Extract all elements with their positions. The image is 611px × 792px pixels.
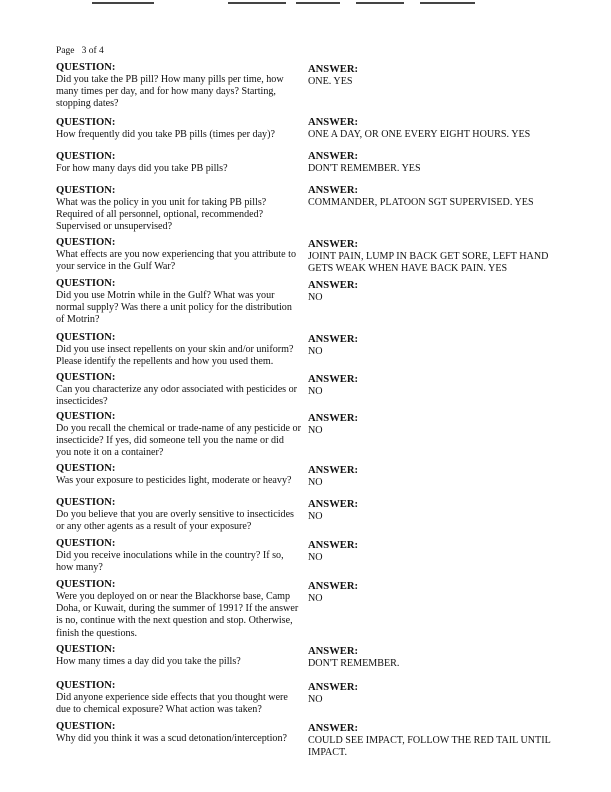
answer-label: ANSWER: xyxy=(308,646,359,657)
answer-label: ANSWER: xyxy=(308,723,359,734)
answer-block xyxy=(308,185,568,209)
answer-text: NO xyxy=(308,511,323,522)
answer-block xyxy=(308,239,568,275)
question-block xyxy=(56,463,301,487)
question-block xyxy=(56,332,301,368)
answer-label: ANSWER: xyxy=(308,64,359,75)
answer-block xyxy=(308,499,568,523)
question-text: Did you use Motrin while in the Gulf? What was your normal supply? Was there a unit policy for the distribution of Motrin? xyxy=(56,290,292,326)
page-count: 3 of 4 xyxy=(81,46,104,56)
question-block xyxy=(56,644,301,668)
answer-block xyxy=(308,540,568,564)
answer-text: DON'T REMEMBER. YES xyxy=(308,163,421,174)
answer-text: NO xyxy=(308,386,323,397)
answer-block xyxy=(308,413,568,437)
question-label: QUESTION: xyxy=(56,579,116,590)
question-label: QUESTION: xyxy=(56,538,116,549)
answer-text: ONE A DAY, OR ONE EVERY EIGHT HOURS. YES xyxy=(308,129,531,140)
question-text: What effects are you now experiencing that you attribute to your service in the Gulf War? xyxy=(56,249,297,273)
question-label: QUESTION: xyxy=(56,411,116,422)
answer-text: NO xyxy=(308,346,323,357)
answer-label: ANSWER: xyxy=(308,581,359,592)
question-block xyxy=(56,278,301,327)
question-label: QUESTION: xyxy=(56,721,116,732)
answer-block xyxy=(308,151,568,175)
question-label: QUESTION: xyxy=(56,62,116,73)
answer-block xyxy=(308,334,568,358)
answer-text: NO xyxy=(308,425,323,436)
answer-label: ANSWER: xyxy=(308,185,359,196)
answer-label: ANSWER: xyxy=(308,117,359,128)
question-block xyxy=(56,721,301,745)
question-label: QUESTION: xyxy=(56,463,116,474)
question-label: QUESTION: xyxy=(56,151,116,162)
question-text: How frequently did you take PB pills (times per day)? xyxy=(56,129,275,140)
question-text: Do you recall the chemical or trade-name of any pesticide or insecticide? If yes, did someone tell you the name or did you note it on a container? xyxy=(56,423,301,459)
question-label: QUESTION: xyxy=(56,644,116,655)
scan-artifact xyxy=(296,2,340,4)
question-block xyxy=(56,185,301,234)
question-label: QUESTION: xyxy=(56,372,116,383)
question-text: Why did you think it was a scud detonation/interception? xyxy=(56,733,287,744)
question-label: QUESTION: xyxy=(56,185,116,196)
question-block xyxy=(56,117,301,141)
question-block xyxy=(56,497,301,533)
scan-artifact xyxy=(228,2,286,4)
question-label: QUESTION: xyxy=(56,497,116,508)
question-text: Can you characterize any odor associated with pesticides or insecticides? xyxy=(56,384,298,408)
question-text: Do you believe that you are overly sensitive to insecticides or any other agents as a result of your exposure? xyxy=(56,509,294,533)
question-label: QUESTION: xyxy=(56,117,116,128)
answer-label: ANSWER: xyxy=(308,151,359,162)
question-text: Were you deployed on or near the Blackhorse base, Camp Doha, or Kuwait, during the summer of 1991? If the answer is no, continue with the next question and stop. Otherwise, finish the questions. xyxy=(56,591,299,639)
answer-text: COULD SEE IMPACT, FOLLOW THE RED TAIL UNTIL IMPACT. xyxy=(308,735,551,759)
answer-label: ANSWER: xyxy=(308,499,359,510)
question-block xyxy=(56,411,301,460)
question-block xyxy=(56,237,301,273)
scan-artifact xyxy=(92,2,154,4)
answer-label: ANSWER: xyxy=(308,334,359,345)
question-label: QUESTION: xyxy=(56,278,116,289)
question-block xyxy=(56,579,301,640)
question-label: QUESTION: xyxy=(56,680,116,691)
answer-block xyxy=(308,280,568,304)
answer-text: NO xyxy=(308,552,323,563)
question-block xyxy=(56,538,301,574)
question-block xyxy=(56,151,301,175)
answer-text: NO xyxy=(308,477,323,488)
scan-artifact xyxy=(356,2,404,4)
question-text: For how many days did you take PB pills? xyxy=(56,163,228,174)
question-text: Did you receive inoculations while in the country? If so, how many? xyxy=(56,550,284,574)
question-label: QUESTION: xyxy=(56,237,116,248)
question-text: How many times a day did you take the pills? xyxy=(56,656,241,667)
answer-block xyxy=(308,374,568,398)
question-block xyxy=(56,680,301,716)
page-number xyxy=(56,46,104,56)
answer-block xyxy=(308,465,568,489)
question-text: What was the policy in you unit for taking PB pills? Required of all personnel, optional, recommended? Supervised or unsupervised? xyxy=(56,197,267,233)
answer-text: ONE. YES xyxy=(308,76,353,87)
answer-text: JOINT PAIN, LUMP IN BACK GET SORE, LEFT HAND GETS WEAK WHEN HAVE BACK PAIN. YES xyxy=(308,251,549,275)
scan-artifact xyxy=(420,2,475,4)
answer-block xyxy=(308,117,568,141)
question-block xyxy=(56,62,301,111)
question-text: Did anyone experience side effects that you thought were due to chemical exposure? What action was taken? xyxy=(56,692,288,716)
answer-block xyxy=(308,64,568,88)
answer-label: ANSWER: xyxy=(308,540,359,551)
answer-text: NO xyxy=(308,593,323,604)
question-block xyxy=(56,372,301,408)
question-text: Was your exposure to pesticides light, moderate or heavy? xyxy=(56,475,292,486)
question-text: Did you take the PB pill? How many pills per time, how many times per day, and for how many days? Starting, stopping dates? xyxy=(56,74,284,110)
answer-block xyxy=(308,646,568,670)
answer-block xyxy=(308,682,568,706)
question-text: Did you use insect repellents on your skin and/or uniform? Please identify the repellents and how you used them. xyxy=(56,344,294,368)
answer-label: ANSWER: xyxy=(308,280,359,291)
answer-text: DON'T REMEMBER. xyxy=(308,658,400,669)
answer-text: NO xyxy=(308,694,323,705)
answer-label: ANSWER: xyxy=(308,682,359,693)
answer-label: ANSWER: xyxy=(308,239,359,250)
answer-text: COMMANDER, PLATOON SGT SUPERVISED. YES xyxy=(308,197,534,208)
answer-label: ANSWER: xyxy=(308,413,359,424)
answer-text: NO xyxy=(308,292,323,303)
answer-block xyxy=(308,723,568,759)
page-label: Page xyxy=(56,46,75,56)
answer-label: ANSWER: xyxy=(308,374,359,385)
answer-block xyxy=(308,581,568,605)
question-label: QUESTION: xyxy=(56,332,116,343)
answer-label: ANSWER: xyxy=(308,465,359,476)
